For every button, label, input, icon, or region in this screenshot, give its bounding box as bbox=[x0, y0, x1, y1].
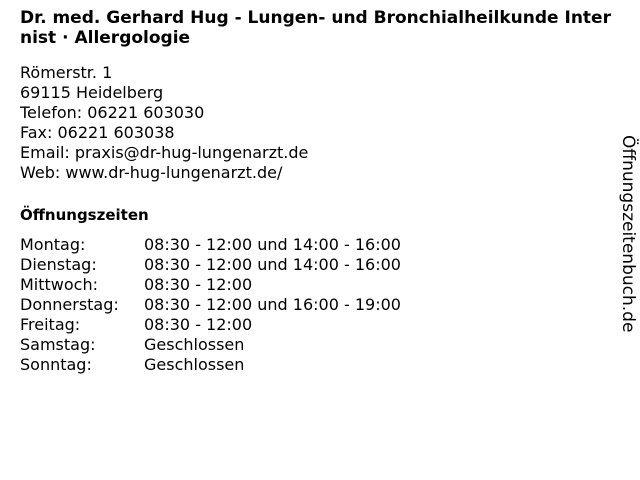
hours-row-monday bbox=[20, 235, 620, 255]
day-label: Sonntag: bbox=[20, 355, 92, 374]
hours-row-saturday bbox=[20, 335, 620, 355]
contact-block bbox=[20, 63, 620, 183]
time-value: 08:30 - 12:00 bbox=[144, 275, 253, 294]
website-url: Web: www.dr-hug-lungenarzt.de/ bbox=[20, 163, 283, 182]
time-value: 08:30 - 12:00 und 14:00 - 16:00 bbox=[144, 235, 401, 254]
listing-card bbox=[20, 8, 620, 375]
time-value: 08:30 - 12:00 und 16:00 - 19:00 bbox=[144, 295, 401, 314]
hours-row-tuesday bbox=[20, 255, 620, 275]
city-postal: 69115 Heidelberg bbox=[20, 83, 164, 102]
time-value: 08:30 - 12:00 und 14:00 - 16:00 bbox=[144, 255, 401, 274]
day-label: Donnerstag: bbox=[20, 295, 119, 314]
day-label: Freitag: bbox=[20, 315, 81, 334]
hours-row-friday bbox=[20, 315, 620, 335]
email-address: Email: praxis@dr-hug-lungenarzt.de bbox=[20, 143, 309, 162]
time-value: Geschlossen bbox=[144, 335, 245, 354]
hours-row-sunday bbox=[20, 355, 620, 375]
day-label: Montag: bbox=[20, 235, 86, 254]
street-address: Römerstr. 1 bbox=[20, 63, 113, 82]
time-value: 08:30 - 12:00 bbox=[144, 315, 253, 334]
phone-number: Telefon: 06221 603030 bbox=[20, 103, 205, 122]
day-label: Mittwoch: bbox=[20, 275, 98, 294]
business-name: Dr. med. Gerhard Hug - Lungen- und Bronchialheilkunde Internist · Allergologie bbox=[20, 8, 611, 48]
fax-number: Fax: 06221 603038 bbox=[20, 123, 175, 142]
hours-row-wednesday bbox=[20, 275, 620, 295]
site-watermark: Öffnungszeitenbuch.de bbox=[618, 135, 638, 333]
day-label: Samstag: bbox=[20, 335, 96, 354]
opening-hours-table bbox=[20, 235, 620, 375]
opening-hours-heading: Öffnungszeiten bbox=[20, 206, 149, 224]
hours-row-thursday bbox=[20, 295, 620, 315]
time-value: Geschlossen bbox=[144, 355, 245, 374]
day-label: Dienstag: bbox=[20, 255, 97, 274]
